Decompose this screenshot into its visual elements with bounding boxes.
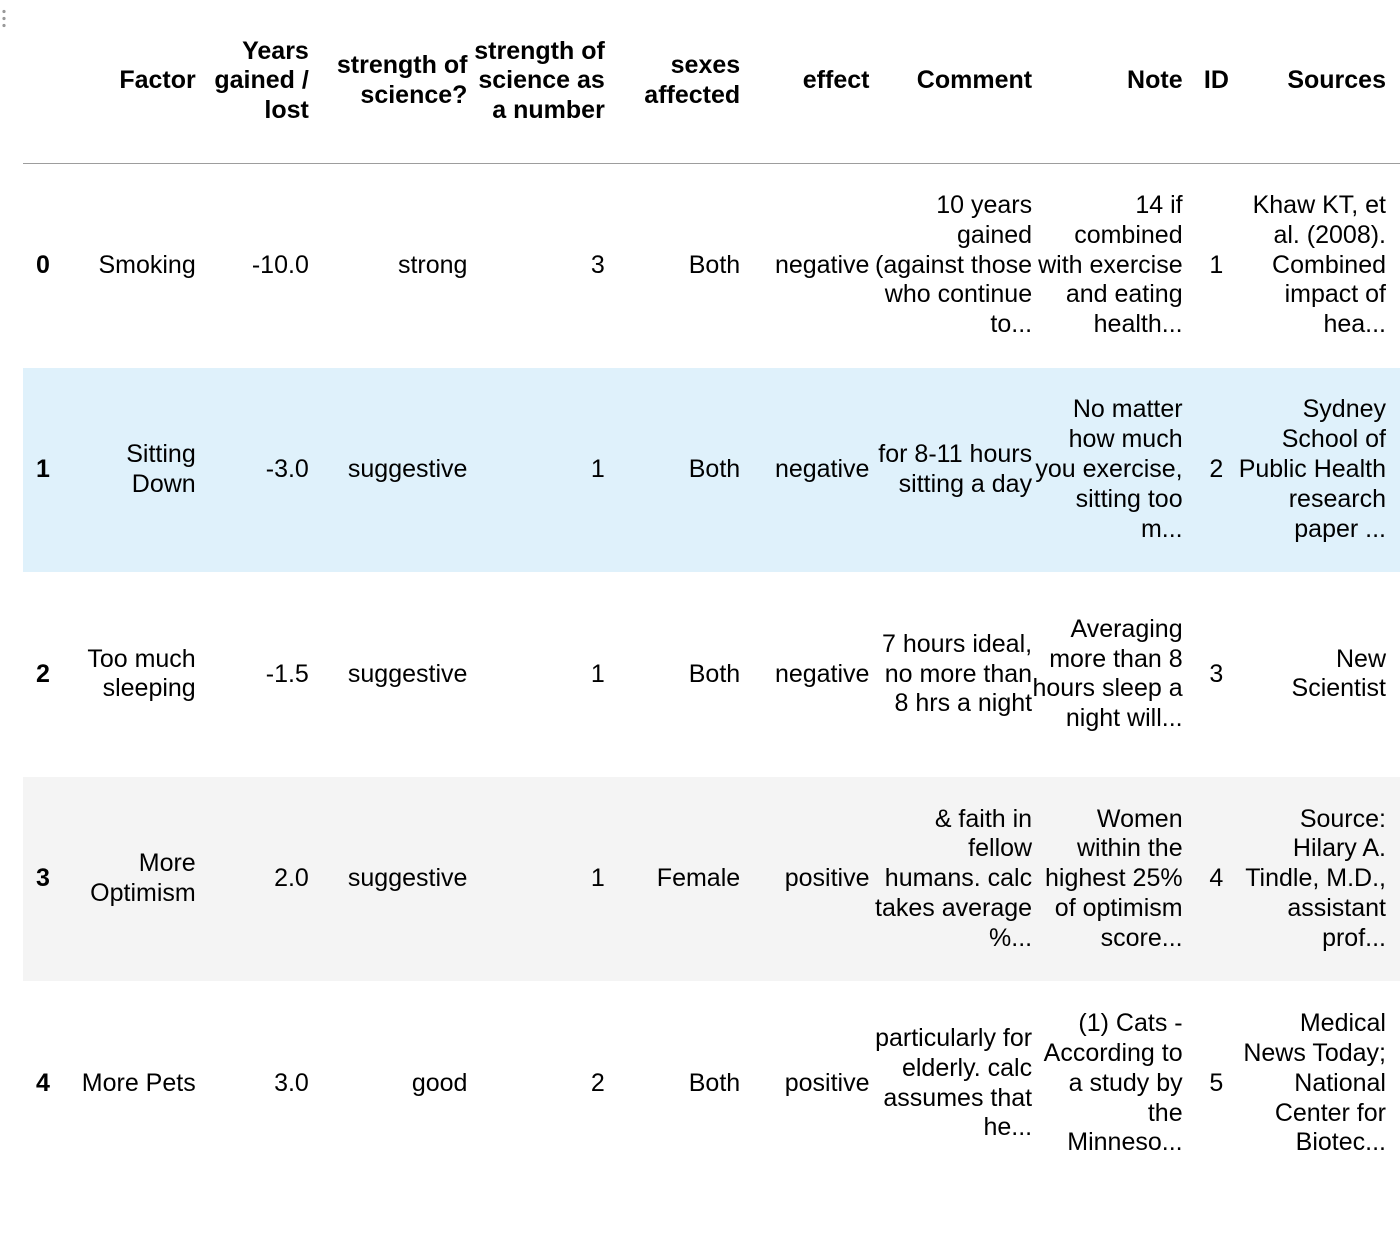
cell-effect: negative [774, 659, 870, 688]
cell-note: Women within the highest 25% of optimism score... [1045, 804, 1183, 952]
cell-years: -3.0 [265, 454, 309, 483]
cell-strength: strong [397, 250, 468, 279]
cell-strength: good [411, 1068, 468, 1097]
column-header-effect: effect [740, 0, 869, 163]
cell-sources: Medical News Today; National Center for Biotec... [1243, 1009, 1386, 1157]
cell-sources: New Scientist [1291, 644, 1386, 703]
cell-comment: 10 years gained (against those who continue to... [875, 191, 1033, 339]
column-header-strength-number: strength of science as a number [467, 0, 604, 163]
cell-id: 3 [1209, 659, 1224, 688]
drag-handle-icon[interactable] [2, 8, 6, 28]
cell-sexes: Both [688, 1068, 741, 1097]
cell-years: -1.5 [265, 659, 309, 688]
row-index: 4 [36, 1068, 50, 1097]
cell-factor: Sitting Down [126, 440, 196, 498]
column-header-note: Note [1032, 0, 1183, 163]
cell-factor: More Pets [81, 1068, 196, 1097]
cell-effect: positive [784, 864, 870, 893]
cell-id: 1 [1209, 250, 1224, 279]
cell-years: 3.0 [274, 1068, 309, 1097]
table-row [23, 981, 1400, 1186]
cell-id: 2 [1209, 454, 1224, 483]
cell-strength: suggestive [347, 659, 468, 688]
column-header-id: ID [1183, 0, 1237, 163]
column-header-sexes: sexes affected [605, 0, 740, 163]
cell-note: No matter how much you exercise, sitting too m... [1035, 395, 1183, 543]
row-index: 3 [36, 864, 50, 893]
index-header [23, 0, 79, 163]
cell-sexes: Both [688, 250, 741, 279]
cell-note: (1) Cats - According to a study by the Minneso... [1043, 1009, 1183, 1157]
row-index: 2 [36, 659, 50, 688]
cell-comment: for 8-11 hours sitting a day [878, 440, 1033, 498]
cell-strength: suggestive [347, 454, 468, 483]
column-header-comment: Comment [869, 0, 1032, 163]
cell-years: 2.0 [274, 864, 309, 893]
cell-effect: positive [784, 1068, 870, 1097]
cell-note: Averaging more than 8 hours sleep a night will... [1032, 614, 1183, 733]
cell-comment: 7 hours ideal, no more than 8 hrs a night [881, 629, 1033, 718]
cell-effect: negative [774, 250, 870, 279]
cell-strength-number: 2 [590, 1068, 605, 1097]
cell-strength-number: 1 [590, 659, 605, 688]
cell-strength-number: 3 [590, 250, 605, 279]
column-header-strength: strength of science? [309, 0, 468, 163]
table-row [23, 368, 1400, 573]
cell-strength: suggestive [347, 864, 468, 893]
cell-sexes: Both [688, 454, 741, 483]
cell-factor: Too much sleeping [87, 644, 196, 703]
cell-sources: Source: Hilary A. Tindle, M.D., assistant prof... [1245, 804, 1386, 952]
dataframe-output [23, 0, 1400, 1253]
cell-gutter[interactable] [0, 0, 10, 40]
cell-strength-number: 1 [590, 864, 605, 893]
column-header-sources: Sources [1236, 0, 1400, 163]
table-row [23, 163, 1400, 368]
cell-id: 4 [1209, 864, 1224, 893]
table-row [23, 777, 1400, 982]
cell-factor: More Optimism [90, 849, 196, 908]
header-row [23, 0, 1400, 163]
cell-id: 5 [1209, 1068, 1224, 1097]
cell-sources: Sydney School of Public Health research paper ... [1238, 395, 1386, 543]
cell-sexes: Female [656, 864, 741, 893]
cell-comment: & faith in fellow humans. calc takes average %... [875, 804, 1033, 952]
row-index: 0 [36, 250, 50, 279]
cell-sources: Khaw KT, et al. (2008). Combined impact of hea... [1252, 191, 1386, 339]
cell-years: -10.0 [251, 250, 309, 279]
cell-sexes: Both [688, 659, 741, 688]
dataframe-table [23, 0, 1400, 1186]
table-row [23, 572, 1400, 777]
column-header-factor: Factor [79, 0, 196, 163]
cell-effect: negative [774, 454, 870, 483]
cell-comment: particularly for elderly. calc assumes that he... [875, 1024, 1033, 1142]
cell-note: 14 if combined with exercise and eating health... [1038, 191, 1183, 339]
cell-factor: Smoking [98, 250, 196, 279]
column-header-years: Years gained / lost [196, 0, 309, 163]
row-index: 1 [36, 454, 50, 483]
cell-strength-number: 1 [590, 454, 605, 483]
